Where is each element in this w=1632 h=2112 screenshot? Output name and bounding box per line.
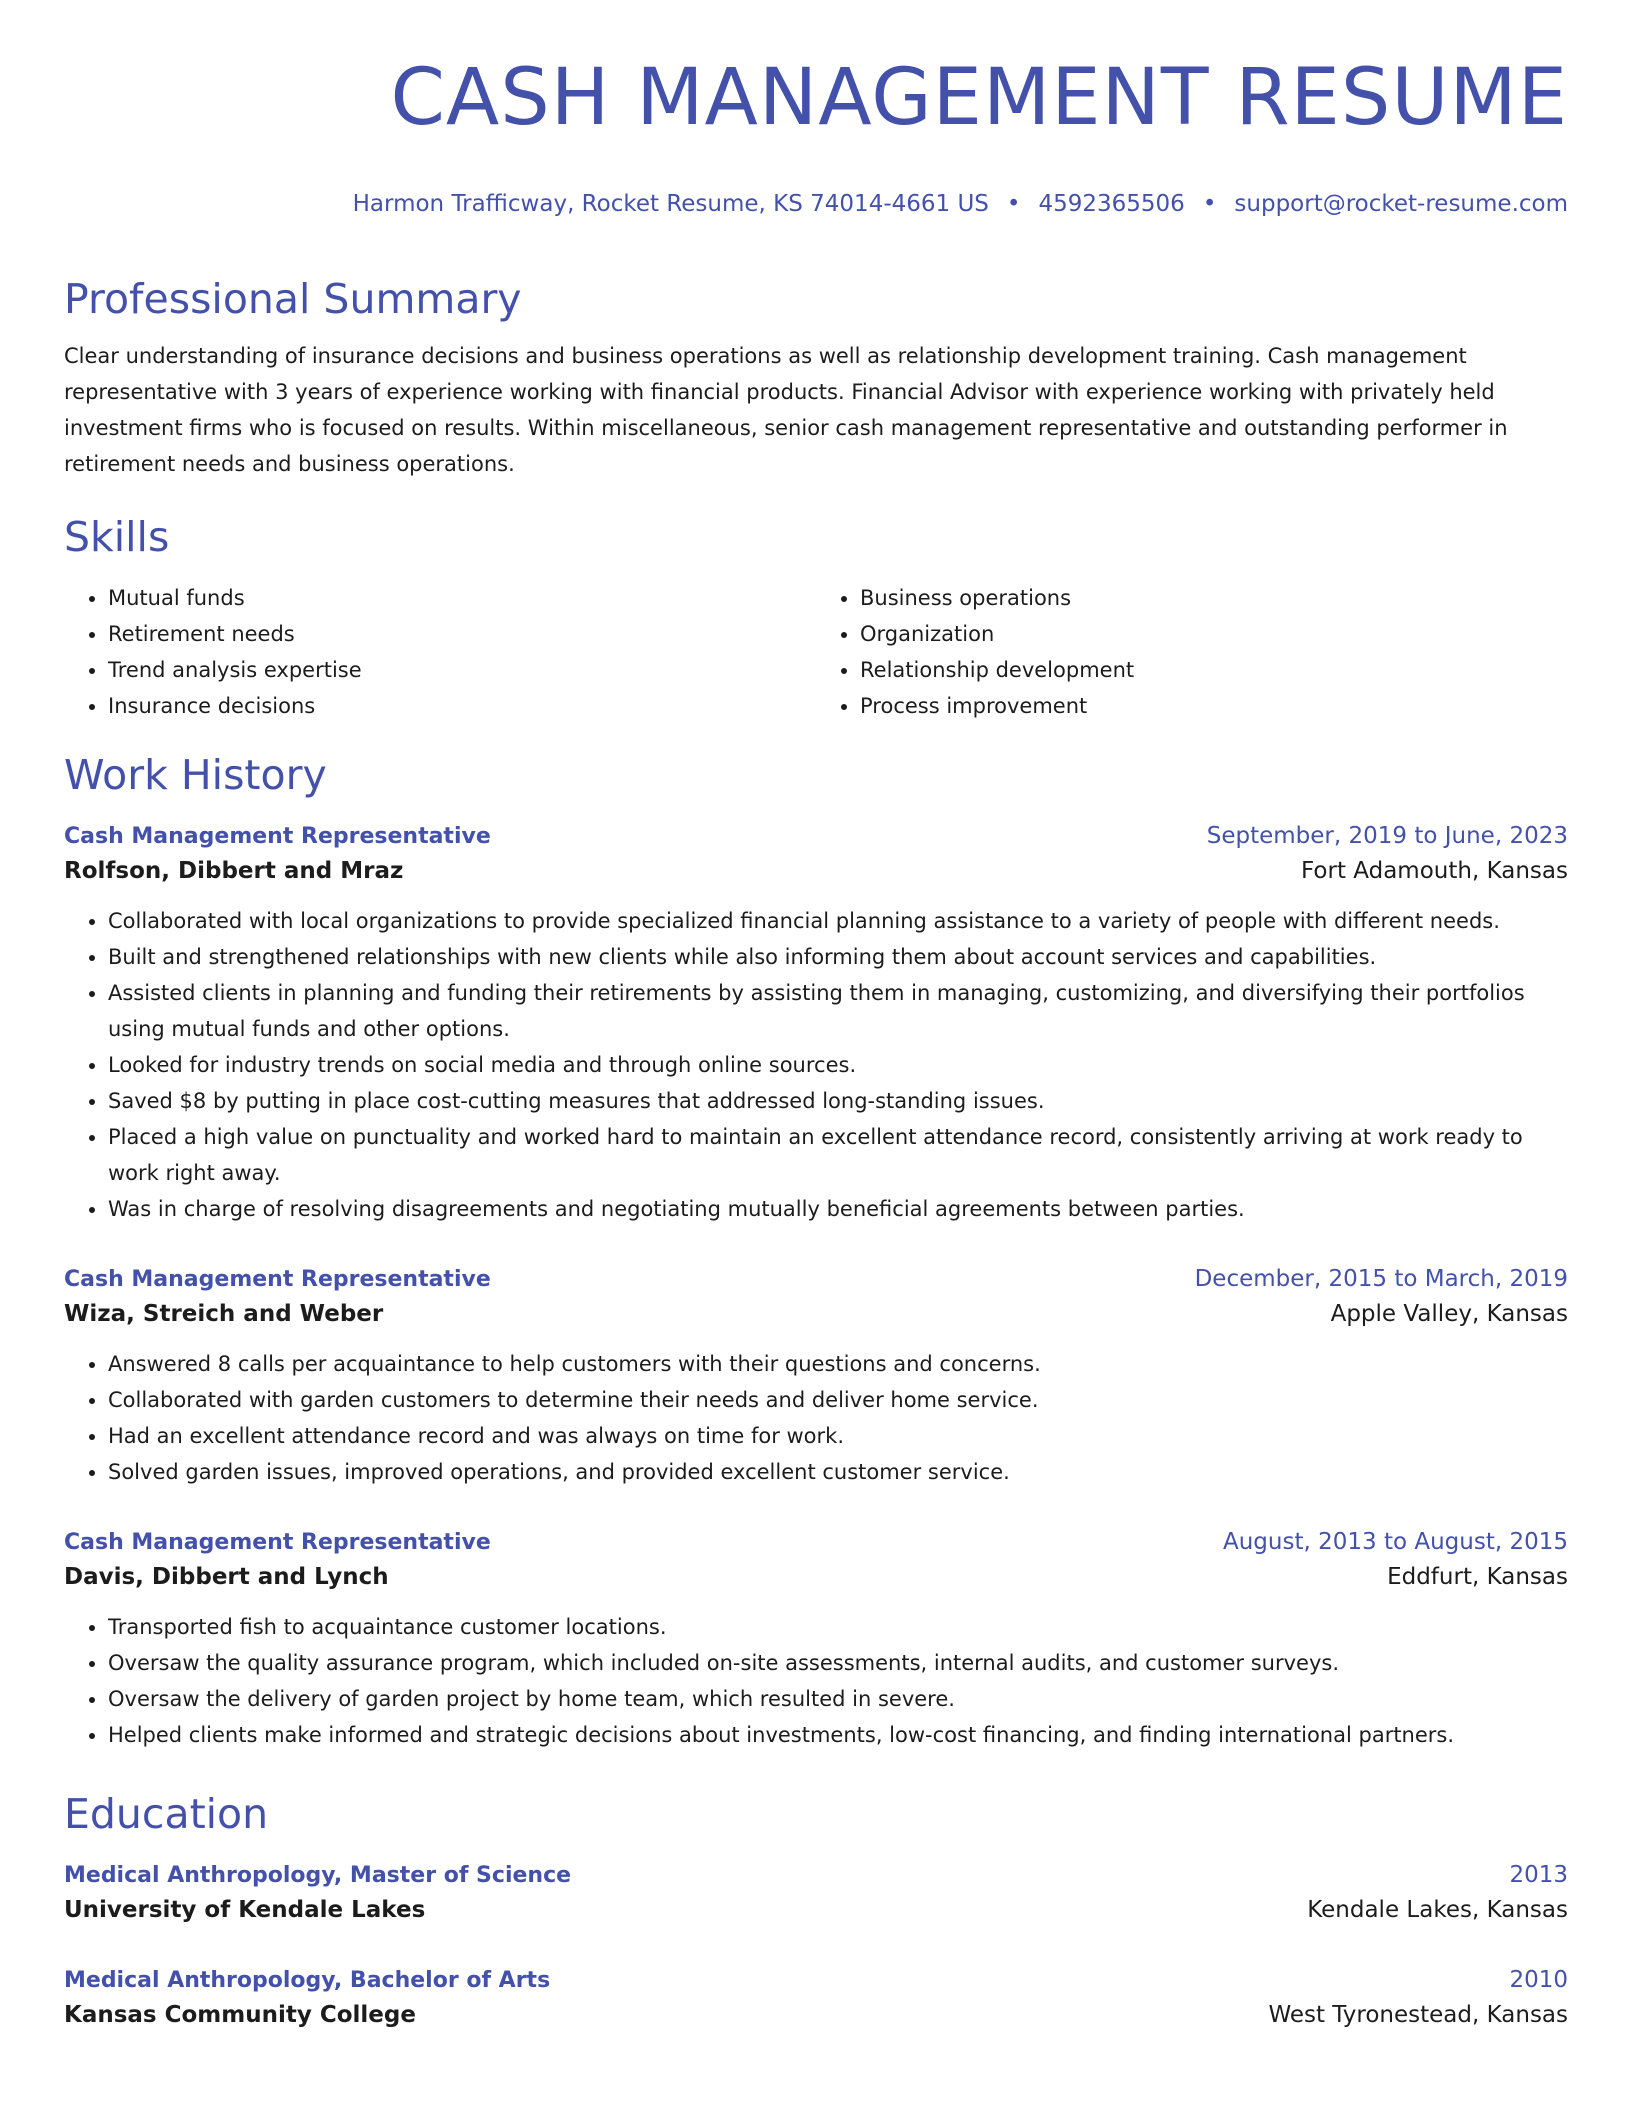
job-location: Eddfurt, Kansas <box>1387 1564 1568 1590</box>
education-school: Kansas Community College <box>64 2002 416 2028</box>
education-degree: Medical Anthropology, Master of Science <box>64 1863 572 1888</box>
education-heading: Education <box>64 1790 269 1838</box>
job-dates: August, 2013 to August, 2015 <box>1223 1529 1568 1555</box>
job-bullet: • Oversaw the delivery of garden project by home team, which resulted in severe. <box>108 1681 1568 1717</box>
education-location: West Tyronestead, Kansas <box>1268 2002 1568 2028</box>
separator-dot: • <box>1202 191 1217 217</box>
job-bullets <box>64 1609 1568 1753</box>
job-bullet: • Was in charge of resolving disagreements and negotiating mutually beneficial agreements between parties. <box>108 1191 1568 1227</box>
contact-phone: 4592365506 <box>1038 191 1185 217</box>
education-entry <box>64 1859 1568 1928</box>
job-role: Cash Management Representative <box>64 1530 491 1555</box>
job-bullets <box>64 903 1568 1227</box>
education-degree: Medical Anthropology, Bachelor of Arts <box>64 1968 551 1993</box>
education-school: University of Kendale Lakes <box>64 1897 426 1923</box>
job-entry <box>64 1263 1568 1490</box>
job-role: Cash Management Representative <box>64 1267 491 1292</box>
job-bullet: • Built and strengthened relationships with new clients while also informing them about account services and capabilities. <box>108 939 1568 975</box>
job-location: Fort Adamouth, Kansas <box>1301 858 1568 884</box>
skill-item: • Retirement needs <box>108 616 816 652</box>
summary-heading: Professional Summary <box>64 275 522 323</box>
skills-heading: Skills <box>64 513 170 561</box>
job-bullet: • Answered 8 calls per acquaintance to help customers with their questions and concerns. <box>108 1346 1568 1382</box>
job-bullet: • Solved garden issues, improved operations, and provided excellent customer service. <box>108 1454 1568 1490</box>
job-bullet: • Placed a high value on punctuality and worked hard to maintain an excellent attendance record, consistently arriving at work ready to work right away. <box>108 1119 1568 1191</box>
job-dates: September, 2019 to June, 2023 <box>1206 823 1568 849</box>
skill-item: • Relationship development <box>860 652 1568 688</box>
job-bullet: • Transported fish to acquaintance customer locations. <box>108 1609 1568 1645</box>
job-bullets <box>64 1346 1568 1490</box>
education-year: 2010 <box>1509 1967 1568 1993</box>
contact-address: Harmon Trafficway, Rocket Resume, KS 74014-4661 US <box>352 191 989 217</box>
job-bullet: • Oversaw the quality assurance program, which included on-site assessments, internal audits, and customer surveys. <box>108 1645 1568 1681</box>
separator-dot: • <box>1006 191 1021 217</box>
work-history-heading: Work History <box>64 751 327 799</box>
contact-email[interactable]: support@rocket-resume.com <box>1234 191 1568 217</box>
job-bullet: • Collaborated with garden customers to determine their needs and deliver home service. <box>108 1382 1568 1418</box>
job-dates: December, 2015 to March, 2019 <box>1194 1266 1568 1292</box>
skill-item: • Process improvement <box>860 688 1568 724</box>
job-bullet: • Assisted clients in planning and funding their retirements by assisting them in managing, customizing, and diversifying their portfolios using mutual funds and other options. <box>108 975 1568 1047</box>
job-company: Wiza, Streich and Weber <box>64 1301 384 1327</box>
education-entry <box>64 1964 1568 2033</box>
skill-item: • Business operations <box>860 580 1568 616</box>
skill-item: • Insurance decisions <box>108 688 816 724</box>
skill-item: • Organization <box>860 616 1568 652</box>
skill-item: • Mutual funds <box>108 580 816 616</box>
skills-list <box>64 580 1568 724</box>
skill-item: • Trend analysis expertise <box>108 652 816 688</box>
skills-column-right <box>816 580 1568 724</box>
job-location: Apple Valley, Kansas <box>1330 1301 1568 1327</box>
skills-column-left <box>64 580 816 724</box>
job-company: Davis, Dibbert and Lynch <box>64 1564 389 1590</box>
education-location: Kendale Lakes, Kansas <box>1307 1897 1568 1923</box>
job-role: Cash Management Representative <box>64 824 491 849</box>
job-bullet: • Helped clients make informed and strategic decisions about investments, low-cost financing, and finding international partners. <box>108 1717 1568 1753</box>
summary-text: Clear understanding of insurance decisions and business operations as well as relationship development training. Cash management representative with 3 years of experience working with financial products. Financial Advisor with experience working with privately held investment firms who is focused on results. Within miscellaneous, senior cash management representative and outstanding performer in retirement needs and business operations. <box>64 344 1508 476</box>
job-bullet: • Had an excellent attendance record and was always on time for work. <box>108 1418 1568 1454</box>
education-year: 2013 <box>1509 1862 1568 1888</box>
job-entry <box>64 820 1568 1227</box>
job-bullet: • Looked for industry trends on social media and through online sources. <box>108 1047 1568 1083</box>
job-bullet: • Saved $8 by putting in place cost-cutting measures that addressed long-standing issues. <box>108 1083 1568 1119</box>
job-company: Rolfson, Dibbert and Mraz <box>64 858 404 884</box>
job-bullet: • Collaborated with local organizations to provide specialized financial planning assistance to a variety of people with different needs. <box>108 903 1568 939</box>
contact-line <box>64 190 1568 218</box>
resume-title: CASH MANAGEMENT RESUME <box>390 53 1568 143</box>
job-entry <box>64 1526 1568 1753</box>
